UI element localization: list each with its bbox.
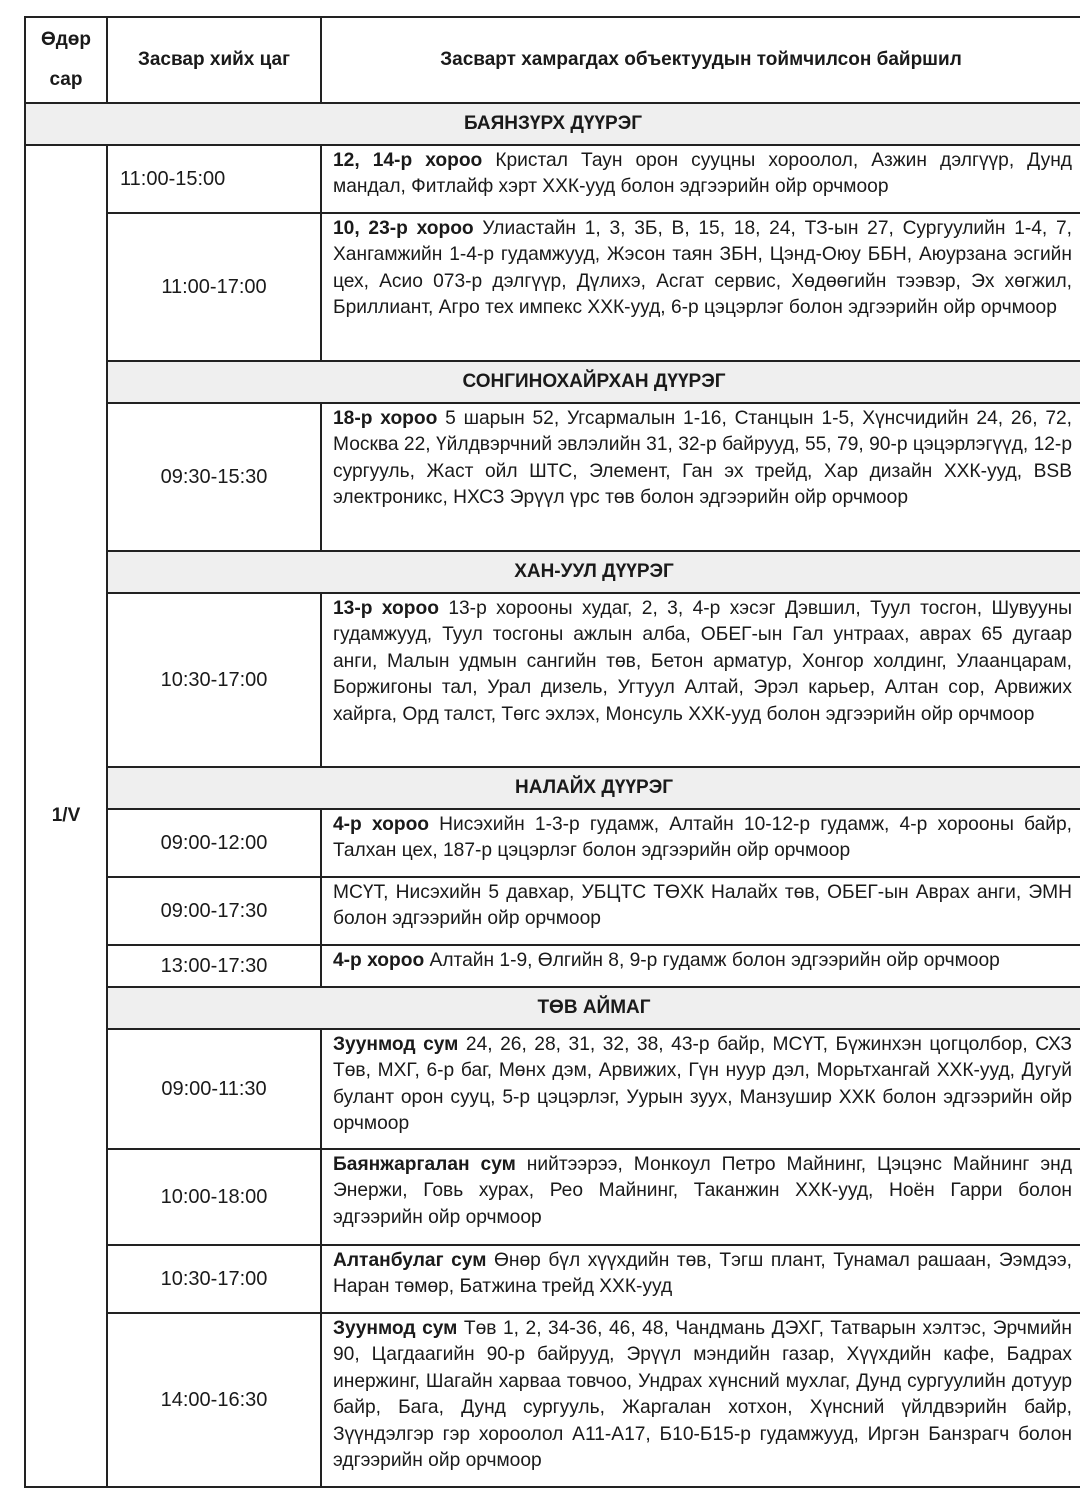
location-cell <box>321 213 1080 361</box>
location-text: Алтайн 1-9, Өлгийн 8, 9-р гудамж болон эдгээрийн ойр орчмоор <box>424 950 1000 971</box>
time-cell: 10:30-17:00 <box>107 593 321 767</box>
time-cell: 10:30-17:00 <box>107 1245 321 1313</box>
time-cell: 10:00-18:00 <box>107 1149 321 1245</box>
district-row <box>25 361 1080 403</box>
time-cell: 09:00-17:30 <box>107 877 321 945</box>
location-text: Кристал Таун орон сууцны хороолол, Азжин дэлгүүр, Дунд мандал, Фитлайф хэрт ХХК-ууд болон эдгээрийн ойр орчмоор <box>333 150 1072 198</box>
district-title: БАЯНЗҮРХ ДҮҮРЭГ <box>25 103 1080 145</box>
location-bold: Зуунмод сум <box>333 1034 459 1055</box>
time-cell: 09:00-12:00 <box>107 809 321 877</box>
header-date-line2: сар <box>49 69 83 90</box>
location-cell <box>321 1313 1080 1487</box>
location-cell <box>321 877 1080 945</box>
time-cell: 09:30-15:30 <box>107 403 321 551</box>
district-row <box>25 551 1080 593</box>
location-cell <box>321 1245 1080 1313</box>
table-row <box>25 1029 1080 1149</box>
location-bold: 18-р хороо <box>333 408 438 429</box>
location-text: 13-р хорооны худаг, 2, 3, 4-р хэсэг Дэвшил, Туул тосгон, Шувууны гудамжууд, Туул тосгоны ажлын алба, ОБЕГ-ын Гал унтраах, аврах 65 дугаар анги, Малын удмын сангийн төв, Бетон арматур, Хонгор холдинг, Улаанцарам, Боржигоны тал, Урал дизель, Угтуул Алтай, Эрэл карьер, Алтан сор, Арвижих хайрга, Орд талст, Төгс эхлэх, Монсуль ХХК-ууд болон эдгээрийн ойр орчмоор <box>333 598 1073 725</box>
district-title: НАЛАЙХ ДҮҮРЭГ <box>107 767 1080 809</box>
location-text: МСҮТ, Нисэхийн 5 давхар, УБЦТС ТӨХК Налайх төв, ОБЕГ-ын Аврах анги, ЭМН болон эдгээрийн ойр орчмоор <box>333 882 1072 930</box>
location-bold: 12, 14-р хороо <box>333 150 483 171</box>
district-row <box>25 767 1080 809</box>
location-cell <box>321 403 1080 551</box>
location-cell <box>321 1149 1080 1245</box>
header-date-line1: Өдөр <box>40 29 92 50</box>
district-title: ХАН-УУЛ ДҮҮРЭГ <box>107 551 1080 593</box>
table-row <box>25 1149 1080 1245</box>
district-row <box>25 103 1080 145</box>
district-row <box>25 987 1080 1029</box>
header-date <box>25 17 107 103</box>
location-bold: 4-р хороо <box>333 950 425 971</box>
district-title: ТӨВ АЙМАГ <box>107 987 1080 1029</box>
location-bold: Зуунмод сум <box>333 1318 458 1339</box>
location-text: 24, 26, 28, 31, 32, 38, 43-р байр, МСҮТ, Бүжинхэн цогцолбор, СХЗ Төв, МХГ, 6-р баг, Мөнх дэм, Арвижих, Гүн нуур дэл, Морьтхангай ХХК-ууд, Дугуй булант орон сууц, 5-р цэцэрлэг, Уурын зуух, Манзушир ХХК болон эдгээрийн ойр орчмоор <box>333 1034 1072 1135</box>
time-cell: 11:00-17:00 <box>107 213 321 361</box>
header-time: Засвар хийх цаг <box>107 17 321 103</box>
location-bold: Баянжаргалан сум <box>333 1154 516 1175</box>
table-row <box>25 593 1080 767</box>
location-bold: 4-р хороо <box>333 814 430 835</box>
location-cell <box>321 145 1080 213</box>
location-cell <box>321 809 1080 877</box>
location-bold: Алтанбулаг сум <box>333 1250 487 1271</box>
table-row <box>25 809 1080 877</box>
date-cell: 1/V <box>25 145 107 1487</box>
location-bold: 13-р хороо <box>333 598 439 619</box>
table-row <box>25 213 1080 361</box>
location-cell <box>321 945 1080 987</box>
time-cell: 14:00-16:30 <box>107 1313 321 1487</box>
time-cell: 09:00-11:30 <box>107 1029 321 1149</box>
location-text: Нисэхийн 1-3-р гудамж, Алтайн 10-12-р гудамж, 4-р хорооны байр, Талхан цех, 187-р цэцэрлэг болон эдгээрийн ойр орчмоор <box>333 814 1072 862</box>
table-row <box>25 145 1080 213</box>
location-text: Төв 1, 2, 34-36, 46, 48, Чандмань ДЭХГ, Татварын хэлтэс, Эрчмийн 90, Цагдаагийн 90-р байрууд, Эрүүл мэндийн газар, Хүүхдийн кафе, Бадрах инержинг, Шагайн харваа товчоо, Ундрах хүнсний мухлаг, Дунд сургуулийн дотуур байр, Бага, Дунд сургууль, Жаргалан хотхон, Хүнсний үйлдвэрийн байр, Зүүндэлгэр гэр хороолол А11-А17, Б10-Б15-р гудамжууд, Иргэн Банзрагч болон эдгээрийн ойр орчмоор <box>333 1318 1072 1472</box>
location-cell <box>321 1029 1080 1149</box>
time-cell: 11:00-15:00 <box>107 145 321 213</box>
location-text: Өнөр бүл хүүхдийн төв, Тэгш плант, Тунамал рашаан, Ээмдээ, Наран төмөр, Батжина трейд ХХК-ууд <box>333 1250 1072 1298</box>
table-row <box>25 403 1080 551</box>
table-row <box>25 945 1080 987</box>
time-cell: 13:00-17:30 <box>107 945 321 987</box>
location-cell <box>321 593 1080 767</box>
header-location: Засварт хамрагдах объектуудын тоймчилсон байршил <box>321 17 1080 103</box>
location-text: Улиастайн 1, 3, 3Б, В, 15, 18, 24, ТЗ-ын 27, Сургуулийн 1-4, 7, Хангамжийн 1-4-р гудамжууд, Жэсон таян ЗБН, Цэнд-Оюу ББН, Аюурзана эсгийн цех, Асио 073-р дэлгүүр, Дүлихэ, Асгат сервис, Хөдөөгийн тээвэр, Эх хөгжил, Бриллиант, Агро тех импекс ХХК-ууд, 6-р цэцэрлэг болон эдгээрийн ойр орчмоор <box>333 218 1072 319</box>
header-row <box>25 17 1080 103</box>
location-text: нийтээрээ, Монкоул Петро Майнинг, Цэцэнс Майнинг энд Энержи, Говь хурах, Рео Майнинг, Таканжин ХХК-ууд, Ноён Гарри болон эдгээрийн ойр орчмоор <box>333 1154 1072 1228</box>
location-bold: 10, 23-р хороо <box>333 218 474 239</box>
table-row <box>25 877 1080 945</box>
location-text: 5 шарын 52, Угсармалын 1-16, Станцын 1-5, Хүнсчидийн 24, 26, 72, Москва 22, Үйлдвэрчний эвлэлийн 31, 32-р байрууд, 55, 79, 90-р цэцэрлэгүүд, 12-р сургууль, Жаст ойл ШТС, Элемент, Ган эх трейд, Хар дизайн ХХК-ууд, BSB электроникс, НХСЗ Эрүүл үрс төв болон эдгээрийн ойр орчмоор <box>333 408 1073 509</box>
table-row <box>25 1245 1080 1313</box>
table-row <box>25 1313 1080 1487</box>
district-title: СОНГИНОХАЙРХАН ДҮҮРЭГ <box>107 361 1080 403</box>
schedule-table <box>24 16 1080 1488</box>
